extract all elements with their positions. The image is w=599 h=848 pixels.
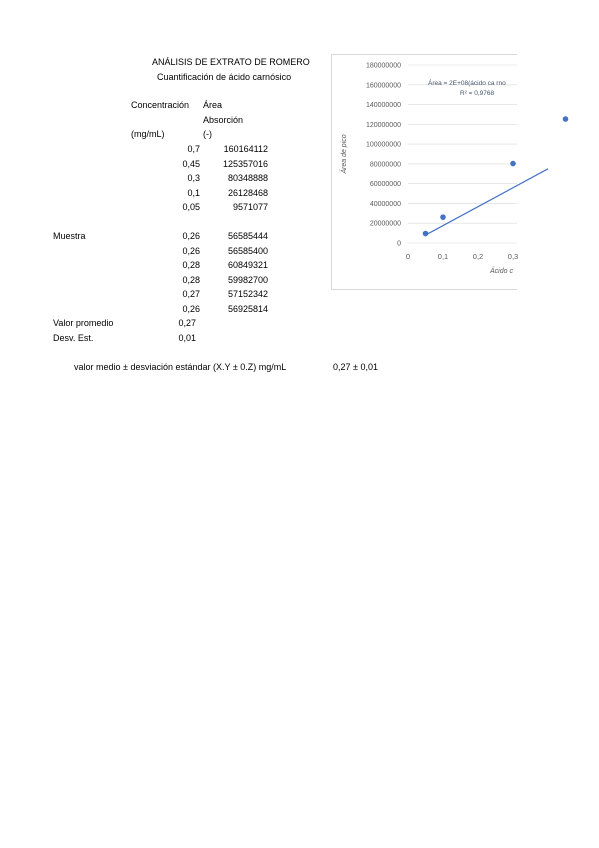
r-squared-label: R² = 0,9768	[460, 90, 495, 97]
y-tick-label: 20000000	[369, 220, 401, 228]
data-point	[423, 231, 429, 237]
standard-area-cell: 160164112	[223, 144, 268, 154]
sd-label: Desv. Est.	[53, 333, 94, 343]
data-point	[510, 161, 516, 167]
y-tick-label: 100000000	[365, 141, 401, 149]
sample-area-cell: 56585400	[227, 245, 268, 256]
standard-area-cell: 26128468	[227, 187, 268, 198]
x-tick-label: 0,2	[472, 252, 484, 261]
standard-area-cell: 125357016	[222, 158, 268, 169]
result-value: 0,27 ± 0,01	[333, 362, 378, 372]
y-tick-label: 0	[397, 240, 401, 248]
absorption-unit: (-)	[203, 129, 212, 139]
area-header: Área	[203, 100, 223, 110]
sample-area-cell: 56585444	[227, 231, 268, 241]
sample-conc-cell: 0,27	[182, 289, 200, 300]
y-tick-label: 80000000	[369, 161, 401, 169]
absorption-header: Absorción	[203, 115, 244, 125]
sd-value: 0,01	[178, 333, 196, 343]
sample-area-cell: 60849321	[227, 260, 268, 271]
y-tick-label: 160000000	[365, 82, 401, 90]
standard-conc-cell: 0,3	[187, 173, 200, 184]
y-tick-label: 180000000	[365, 62, 401, 70]
sample-conc-cell: 0,26	[182, 231, 200, 241]
data-point	[440, 214, 446, 220]
sample-area-cell: 59982700	[227, 274, 268, 285]
standard-conc-cell: 0,05	[182, 202, 200, 213]
y-tick-label: 140000000	[365, 102, 401, 110]
result-label: valor medio ± desviación estándar (X.Y ± 0.Z) mg/mL	[74, 362, 287, 372]
x-tick-label: 0,1	[437, 252, 449, 261]
y-tick-label: 60000000	[369, 181, 401, 189]
sample-conc-cell: 0,26	[182, 245, 200, 256]
y-tick-label: 40000000	[369, 200, 401, 208]
sample-label: Muestra	[53, 231, 86, 241]
calibration-chart-svg	[332, 55, 517, 289]
standard-area-cell: 9571077	[232, 202, 268, 213]
data-point	[563, 116, 569, 122]
standard-conc-cell: 0,45	[182, 158, 200, 169]
standard-conc-cell: 0,7	[187, 144, 200, 154]
y-axis-title: Área de pico	[341, 134, 348, 174]
sample-area-cell: 56925814	[227, 304, 268, 314]
mean-value: 0,27	[178, 318, 196, 328]
mean-label: Valor promedio	[53, 318, 114, 328]
standard-area-cell: 80348888	[227, 173, 268, 184]
x-axis-title: Ácido c	[490, 268, 513, 275]
x-tick-label: 0	[405, 252, 411, 261]
calibration-chart	[331, 54, 517, 290]
sample-conc-cell: 0,28	[182, 260, 200, 271]
sheet-subtitle: Cuantificación de ácido carnósico	[157, 72, 292, 82]
sheet-title: ANÁLISIS DE EXTRATO DE ROMERO	[152, 57, 310, 67]
sample-conc-cell: 0,26	[182, 304, 200, 314]
concentration-header: Concentración	[131, 100, 190, 110]
sample-area-cell: 57152342	[227, 289, 268, 300]
concentration-unit: (mg/mL)	[131, 129, 165, 139]
sample-conc-cell: 0,28	[182, 274, 200, 285]
trendline	[426, 169, 549, 235]
y-tick-label: 120000000	[365, 121, 401, 129]
standard-conc-cell: 0,1	[187, 187, 200, 198]
trendline-equation: Área = 2E+08(ácido ca rno	[428, 80, 506, 87]
x-tick-label: 0,3	[507, 252, 519, 261]
